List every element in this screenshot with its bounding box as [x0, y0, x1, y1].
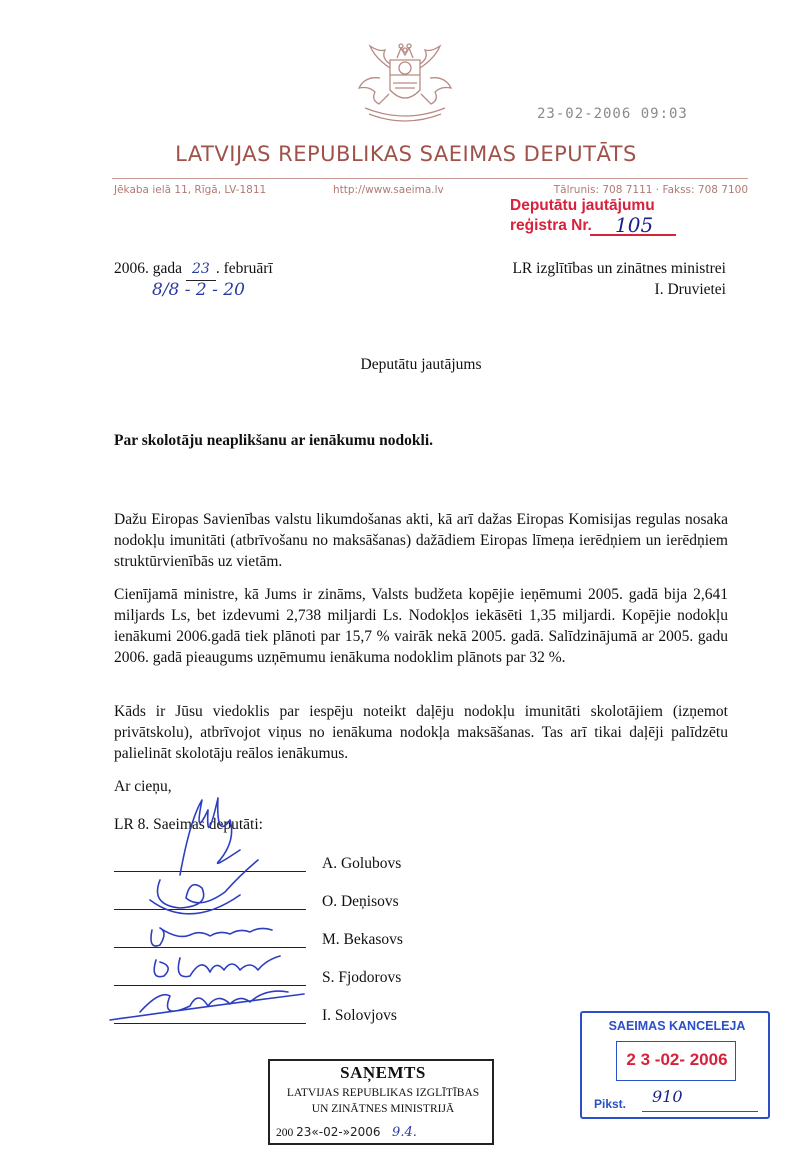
kanceleja-pikst-value: 910: [652, 1087, 683, 1106]
date-suffix: . februārī: [215, 260, 273, 277]
body-paragraph: Kāds ir Jūsu viedoklis par iespēju noteikt daļēju nodokļu imunitāti skolotājiem (izņemot privātskolu), atbrīvojot viņus no ienākuma nodokļa maksāšanas. Tas arī tikai daļēji palīdzētu palielināt skolotāju reālos ienākumus.: [114, 703, 728, 762]
kanceleja-pikst-underline: [642, 1111, 758, 1112]
signatory-name: O. Deņisovs: [322, 893, 399, 910]
date-prefix: 2006. gada: [114, 260, 183, 277]
kanceleja-date-box: [616, 1041, 736, 1081]
received-stamp-number: 9.4.: [392, 1125, 417, 1140]
received-stamp-title: SAŅEMTS: [340, 1063, 426, 1082]
letterhead-phone-fax: Tālrunis: 708 7111 · Fakss: 708 7100: [553, 184, 748, 196]
document-date: [114, 258, 273, 281]
document-subject: Par skolotāju neaplikšanu ar ienākumu nodokli.: [114, 432, 433, 449]
kanceleja-pikst-label: Pikst.: [594, 1097, 627, 1111]
signature-fjodorovs: [154, 956, 280, 977]
letterhead-website: http://www.saeima.lv: [333, 184, 444, 196]
signature-solovjovs: [110, 991, 304, 1020]
document-title: Deputātu jautājums: [360, 356, 482, 373]
signatory-name: A. Golubovs: [322, 855, 402, 872]
body-paragraph: Dažu Eiropas Savienības valstu likumdošanas akti, kā arī dažas Eiropas Komisijas regulas nosaka nodokļu imunitāti (atbrīvošanu no maksāšanas) dažādiem Eiropas līmeņa ierēdņiem un ierēdņiem struktūrvienībās uz vietām.: [114, 511, 728, 570]
letterhead-divider: [112, 178, 748, 179]
signatory-name: M. Bekasovs: [322, 931, 403, 948]
handwritten-signatures: [90, 780, 340, 1040]
received-stamp-org-line1: LATVIJAS REPUBLIKAS IZGLĪTĪBAS: [286, 1087, 480, 1099]
signature-golubovs: [180, 798, 240, 875]
body-paragraph: Cienījamā ministre, kā Jums ir zināms, Valsts budžeta kopējie ieņēmumi 2005. gadā bija 2,641 miljards Ls, bet izdevumi 2,738 miljardi Ls. Nodokļos iekāsēti 1,35 miljardi. Kopējie nodokļu ienākumi 2006.gadā tiek plānoti par 15,7 % vairāk nekā 2005. gadā. Salīdzinājumā ar 2005. gadu 2006. gadā pieaugums uzņēmumu ienākuma nodoklim plānots par 32 %.: [114, 586, 728, 666]
received-stamp-year-prefix: 200: [276, 1127, 294, 1139]
letterhead-address: Jēkaba ielā 11, Rīgā, LV-1811: [114, 184, 267, 196]
received-stamp-date-value: 23«-02-»2006: [296, 1125, 381, 1139]
received-stamp-org-line2: UN ZINĀTNES MINISTRIJĀ: [311, 1103, 455, 1115]
addressee-line2: I. Druvietei: [654, 281, 726, 298]
kanceleja-stamp: [580, 1011, 770, 1119]
kanceleja-date: 2 3 -02- 2006: [626, 1050, 728, 1069]
handwritten-reference: 8/8 - 2 - 20: [152, 280, 245, 300]
registration-number: 105: [615, 213, 654, 237]
registration-stamp-line2: reģistra Nr.: [510, 217, 592, 234]
closing-salutation: Ar cieņu,: [114, 778, 172, 795]
received-stamp: [268, 1059, 494, 1145]
registration-stamp-line1: Deputātu jautājumu: [510, 197, 655, 214]
letterhead-title: LATVIJAS REPUBLIKAS SAEIMAS DEPUTĀTS: [175, 142, 637, 166]
date-day: 23: [186, 259, 216, 281]
addressee: [512, 258, 726, 300]
received-timestamp: 23-02-2006 09:03: [537, 106, 688, 122]
signature-denisovs: [150, 860, 258, 914]
signatory-name: S. Fjodorovs: [322, 969, 402, 986]
received-stamp-date: [276, 1125, 417, 1140]
kanceleja-stamp-title: SAEIMAS KANCELEJA: [608, 1019, 746, 1033]
latvian-coat-of-arms-icon: [335, 28, 475, 128]
signatory-name: I. Solovjovs: [322, 1007, 397, 1024]
signature-bekasovs: [151, 928, 272, 946]
addressee-line1: LR izglītības un zinātnes ministrei: [512, 260, 726, 277]
signatories-intro: LR 8. Saeimas deputāti:: [114, 816, 263, 833]
